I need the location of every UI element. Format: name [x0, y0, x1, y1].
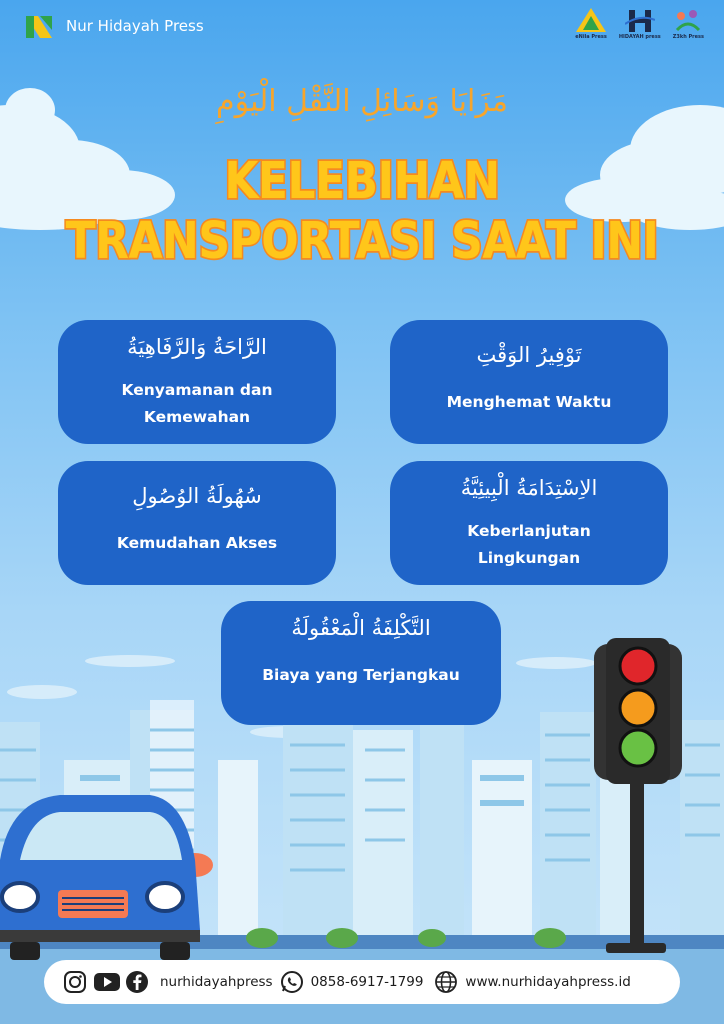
card-arabic: سُهُولَةُ الوُصُولِ [132, 484, 262, 508]
card-label-line: Kemudahan Akses [116, 534, 278, 553]
partner-label-hidayah: HIDAYAH press [618, 34, 661, 40]
z3kh-logo-icon [673, 8, 703, 34]
main-title-line-2: TRANSPORTASI SAAT INI [65, 212, 659, 271]
benefit-card-time [390, 320, 668, 444]
website-link[interactable]: www.nurhidayahpress.id [465, 974, 631, 990]
traffic-light-illustration [586, 638, 696, 958]
card-label-line: Lingkungan [477, 549, 581, 568]
card-label-line: Kenyamanan dan [121, 381, 273, 400]
nur-hidayah-logo-icon [24, 12, 54, 40]
main-title-line-1: KELEBIHAN [224, 152, 500, 211]
card-arabic: الرَّاحَةُ وَالرَّفَاهِيَةُ [127, 335, 267, 359]
card-label-line: Menghemat Waktu [446, 393, 612, 412]
card-label-line: Biaya yang Terjangkau [262, 666, 460, 685]
partner-logos [575, 8, 704, 40]
card-label [390, 518, 668, 572]
facebook-icon[interactable] [124, 969, 150, 995]
whatsapp-icon[interactable] [279, 969, 305, 995]
card-label-line: Kemewahan [143, 408, 251, 427]
brand [24, 12, 204, 40]
partner-logo-enila [575, 8, 607, 40]
brand-name: Nur Hidayah Press [66, 17, 204, 35]
hidayah-logo-icon [625, 8, 655, 34]
card-label [58, 377, 336, 431]
card-arabic: تَوْفِيرُ الوَقْتِ [476, 343, 582, 367]
social-handle: nurhidayahpress [160, 974, 273, 990]
card-label [58, 530, 336, 557]
phone-number: 0858-6917-1799 [310, 974, 424, 990]
enila-logo-icon [576, 8, 606, 34]
contact-footer [44, 960, 680, 1004]
card-label-line: Keberlanjutan [467, 522, 591, 541]
globe-icon [433, 969, 459, 995]
partner-label-z3kh: Z3kh Press [672, 34, 704, 40]
instagram-icon[interactable] [62, 969, 88, 995]
card-arabic: الاِسْتِدَامَةُ الْبِيئِيَّةُ [460, 476, 598, 500]
card-arabic: التَّكْلِفَةُ الْمَعْقُولَةُ [291, 616, 431, 640]
car-illustration [0, 790, 215, 960]
benefit-card-comfort [58, 320, 336, 444]
card-label [390, 389, 668, 416]
benefit-card-cost [221, 601, 501, 725]
benefit-card-access [58, 461, 336, 585]
benefit-card-sustainability [390, 461, 668, 585]
partner-logo-hidayah [619, 8, 661, 40]
youtube-icon[interactable] [94, 969, 120, 995]
partner-logo-z3kh [673, 8, 704, 40]
partner-label-enila: eNila Press [575, 34, 607, 40]
arabic-title: مَزَايَا وَسَائِلِ النَّقْلِ الْيَوْمِ [216, 84, 508, 119]
card-label [221, 662, 501, 689]
